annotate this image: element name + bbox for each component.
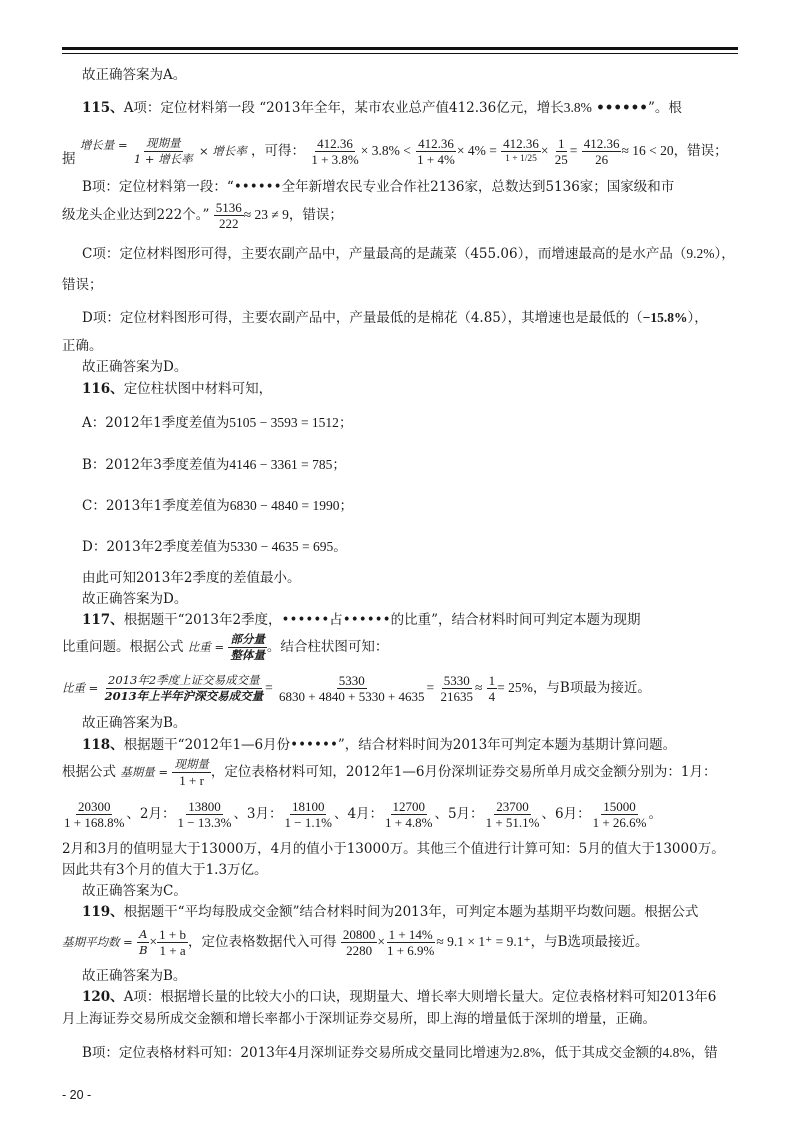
q117-line-2 [62,630,388,664]
text: C：2013年1季度差值为 [82,498,230,514]
q116-option-c [82,497,353,515]
q115-line-2 [62,128,728,176]
q115-line-7 [82,309,708,327]
denominator: 25 [554,152,568,167]
fraction [62,799,126,830]
denominator: 1 − 1.1% [284,815,332,830]
math: 9.2% [686,246,715,261]
numerator: 23700 [496,799,529,814]
math: ≈ 23 ≠ 9 [243,207,289,222]
q118-answer: 故正确答案为C。 [82,883,187,899]
q117-line-3 [62,670,651,706]
q115-line-4 [62,198,343,232]
denominator: 21635 [440,689,473,704]
text: A项：根据增长量的比较大小的口诀，现期量大、增长率大则增长量大。定位表格材料可知2013年6 [123,989,717,1005]
text: ，与B项最为接近。 [532,680,651,696]
text: 、4月： [333,806,384,822]
text: D：2013年2季度差值为 [82,539,231,555]
fraction [228,632,267,663]
fraction [487,673,498,704]
denominator: 1 + a [159,943,186,958]
formula-label: 基期平均数 = [62,935,133,949]
header-rule-thick [62,47,738,50]
q116-option-b [82,456,346,474]
denominator: 6830 + 4840 + 5330 + 4635 [279,689,425,704]
math: = 25% [497,680,533,695]
formula-tail: × 增长率 [198,144,247,158]
numerator: 1 [488,673,496,688]
formula-label: 比重 = [187,640,225,654]
numerator: 412.36 [503,136,539,151]
q119-line-2 [62,924,649,960]
q115-line-3: B项：定位材料第一段：“••••••全年新增农民专业合作社2136家，总数达到5136家；国家级和市 [82,179,675,195]
text: ，可得： [251,143,306,159]
text: ，低于其成交金额的 [541,1045,663,1061]
text: 。结合柱状图可知： [266,639,389,655]
question-number: 119、 [82,904,124,920]
text: ，错误； [288,207,343,223]
text: 根据公式 [62,764,116,780]
numerator: 412.36 [418,136,454,151]
numerator: 1 + 14% [388,927,433,942]
question-number: 115、 [82,100,124,116]
text: 根据题干“平均每股成交金额”结合材料时间为2013年，可判定本题为基期平均数问题。根据公式 [123,904,699,920]
numerator: 5136 [215,200,242,215]
q119-line-1 [82,903,698,921]
q116-line-1 [82,380,272,398]
text: 、5月： [434,806,484,822]
denominator: 1 + 3.8% [311,152,359,167]
fraction [484,799,542,830]
fraction [214,200,244,231]
denominator: 1 + 51.1% [485,815,540,830]
text: ，定位表格数据代入可得 [188,934,337,950]
question-number: 120、 [82,989,124,1005]
question-number: 116、 [82,381,124,397]
numerator: 20800 [342,927,376,942]
answer-line: 故正确答案为A。 [82,67,187,83]
numerator: 现期量 [146,136,181,150]
fraction [385,927,436,958]
text: ，错 [690,1045,718,1061]
denominator: 1 + 26.6% [592,815,647,830]
q118-line-5: 因此共有3个月的值大于1.3万亿。 [62,862,268,878]
fraction [283,799,334,830]
fraction [438,673,475,704]
denominator: 2280 [346,943,373,958]
q120-line-3 [82,1044,718,1062]
fraction [309,136,360,167]
denominator: B [139,943,148,957]
text: A项：定位材料第一段 “2013年全年，某市农业总产值412.36亿元，增长 [123,100,564,116]
denominator: 1 + 增长率 [133,152,193,166]
denominator: 1 + r [179,773,204,788]
math: −15.8% [642,310,688,325]
text: 级龙头企业达到222个。” [62,207,210,223]
q118-line-1 [82,736,676,754]
denominator: 4 [488,689,496,704]
math: 3.8% [563,100,592,115]
question-number: 118、 [82,737,124,753]
text: 定位柱状图中材料可知， [123,381,273,397]
math: = [265,680,273,695]
text: B：2012年3季度差值为 [82,457,230,473]
header-rule-thin [62,53,738,54]
text: 、3月： [233,806,283,822]
denominator: 222 [218,216,239,231]
numerator: 412.36 [317,136,353,151]
denominator: 1 + 6.9% [386,943,435,958]
fraction [176,799,234,830]
numerator: 2013年2季度上证交易成交量 [108,673,260,687]
numerator: 13800 [188,799,221,814]
q115-line-6: 错误； [62,277,103,293]
numerator: 20300 [77,799,111,814]
denominator: 26 [595,152,609,167]
numerator: A [139,927,148,941]
numerator: 部分量 [230,632,265,646]
text: D项：定位材料图形可得，主要农副产品中，产量最低的是棉花（4.85），其增速也是最低的（ [82,310,643,326]
question-number: 117、 [82,612,124,628]
numerator: 现期量 [174,757,209,771]
q115-line-5 [82,245,735,263]
fraction [172,757,211,788]
math: = [569,143,578,158]
text: 、2月： [126,806,176,822]
denominator: 1 − 13.3% [177,815,232,830]
math: ≈ [474,680,483,695]
fraction [501,136,541,167]
q120-line-2: 月上海证券交易所成交金额和增长率都小于深圳证券交易所，即上海的增量低于深圳的增量，正确。 [62,1011,656,1027]
math: × [540,143,549,158]
denominator: 整体量 [230,648,265,662]
text: ，与B选项最接近。 [530,934,649,950]
q119-answer: 故正确答案为B。 [82,968,187,984]
q115-line-8: 正确。 [62,338,103,354]
q116-conclusion: 由此可知2013年2季度的差值最小。 [82,570,301,586]
numerator: 5330 [338,673,365,688]
math: 4.8% [662,1045,691,1060]
text: B项：定位表格材料可知：2013年4月深圳证券交易所成交量同比增速为 [82,1045,513,1061]
denominator: 1 + 4.8% [385,815,433,830]
math: × [377,934,385,949]
q120-line-1 [82,988,716,1006]
text: 比重问题。根据公式 [62,639,184,655]
text: 根据题干“2012年1—6月份••••••”，结合材料时间为2013年可判定本题为基期计算问题。 [123,737,677,753]
math: 6830 − 4840 = 1990 [229,498,340,513]
text: 根据题干“2013年2季度，••••••占••••••的比重”，结合材料时间可判定本题为现期 [123,612,641,628]
numerator: 15000 [603,799,636,814]
math: 2.8% [512,1045,541,1060]
fraction [103,673,266,704]
math: = [426,680,435,695]
denominator: 1 + 1/25 [505,154,537,164]
q116-answer: 故正确答案为D。 [82,591,188,607]
numerator: 18100 [291,799,325,814]
fraction [553,136,570,167]
fraction [383,799,434,830]
numerator: 1 + b [159,927,187,942]
text: ，定位表格材料可知，2012年1—6月份深圳证券交易所单月成交金额分别为：1月： [210,764,717,780]
text: ”。根 [647,100,682,116]
q115-answer: 故正确答案为D。 [82,359,188,375]
math: 4146 − 3361 = 785 [229,457,333,472]
ellipsis-dots: •••••• [596,100,648,116]
page-number: - 20 - [62,1088,92,1102]
math: 5105 − 3593 = 1512 [229,415,339,430]
math: × 3.8% < [360,143,411,158]
denominator: 1 + 4% [417,152,455,167]
fraction [341,927,378,958]
formula-label: 比重 = [62,681,99,695]
punct: 。 [333,539,347,555]
q116-option-a [82,414,352,432]
numerator: 1 [558,136,565,151]
text: 、6月： [541,806,591,822]
punct: ； [339,498,354,514]
text: ）， [687,310,708,326]
numerator: 12700 [392,799,425,814]
denominator: 2013年上半年沪深交易成交量 [104,689,264,703]
formula-label: 增长量 = [79,138,128,152]
q118-monthly-values [62,796,662,832]
text: A：2012年1季度差值为 [82,415,230,431]
fraction [582,136,622,167]
math: ≈ 9.1 × 1⁺ = 9.1⁺ [436,934,531,949]
text: ）， [714,246,735,262]
text: 据 [62,151,76,167]
text: C项：定位材料图形可得，主要农副产品中，产量最高的是蔬菜（455.06），而增速最高的是水产品（ [82,246,687,262]
numerator: 412.36 [583,136,620,151]
punct: ； [332,457,346,473]
fraction [277,673,427,704]
fraction [415,136,457,167]
math: × 4% = [456,143,497,158]
q116-option-d [82,538,347,556]
q115-line-1 [82,99,682,117]
numerator: 5330 [443,673,470,688]
text: ，错误； [673,143,728,159]
fraction [132,136,195,167]
math: ≈ 16 < 20 [621,143,674,158]
fraction [137,927,149,958]
denominator: 1 + 168.8% [64,815,125,830]
fraction [157,927,188,958]
q117-line-1 [82,611,641,629]
math: 5330 − 4635 = 695 [230,539,334,554]
q118-line-2 [62,755,717,789]
q118-line-4: 2月和3月的值明显大于13000万，4月的值小于13000万。其他三个值进行计算可知：5月的值大于13000万。 [62,841,725,857]
q117-answer: 故正确答案为B。 [82,715,187,731]
punct: ； [338,415,353,431]
text: 。 [648,806,662,822]
fraction [591,799,649,830]
formula-label: 基期量 = [120,765,169,779]
math: × [149,934,158,949]
